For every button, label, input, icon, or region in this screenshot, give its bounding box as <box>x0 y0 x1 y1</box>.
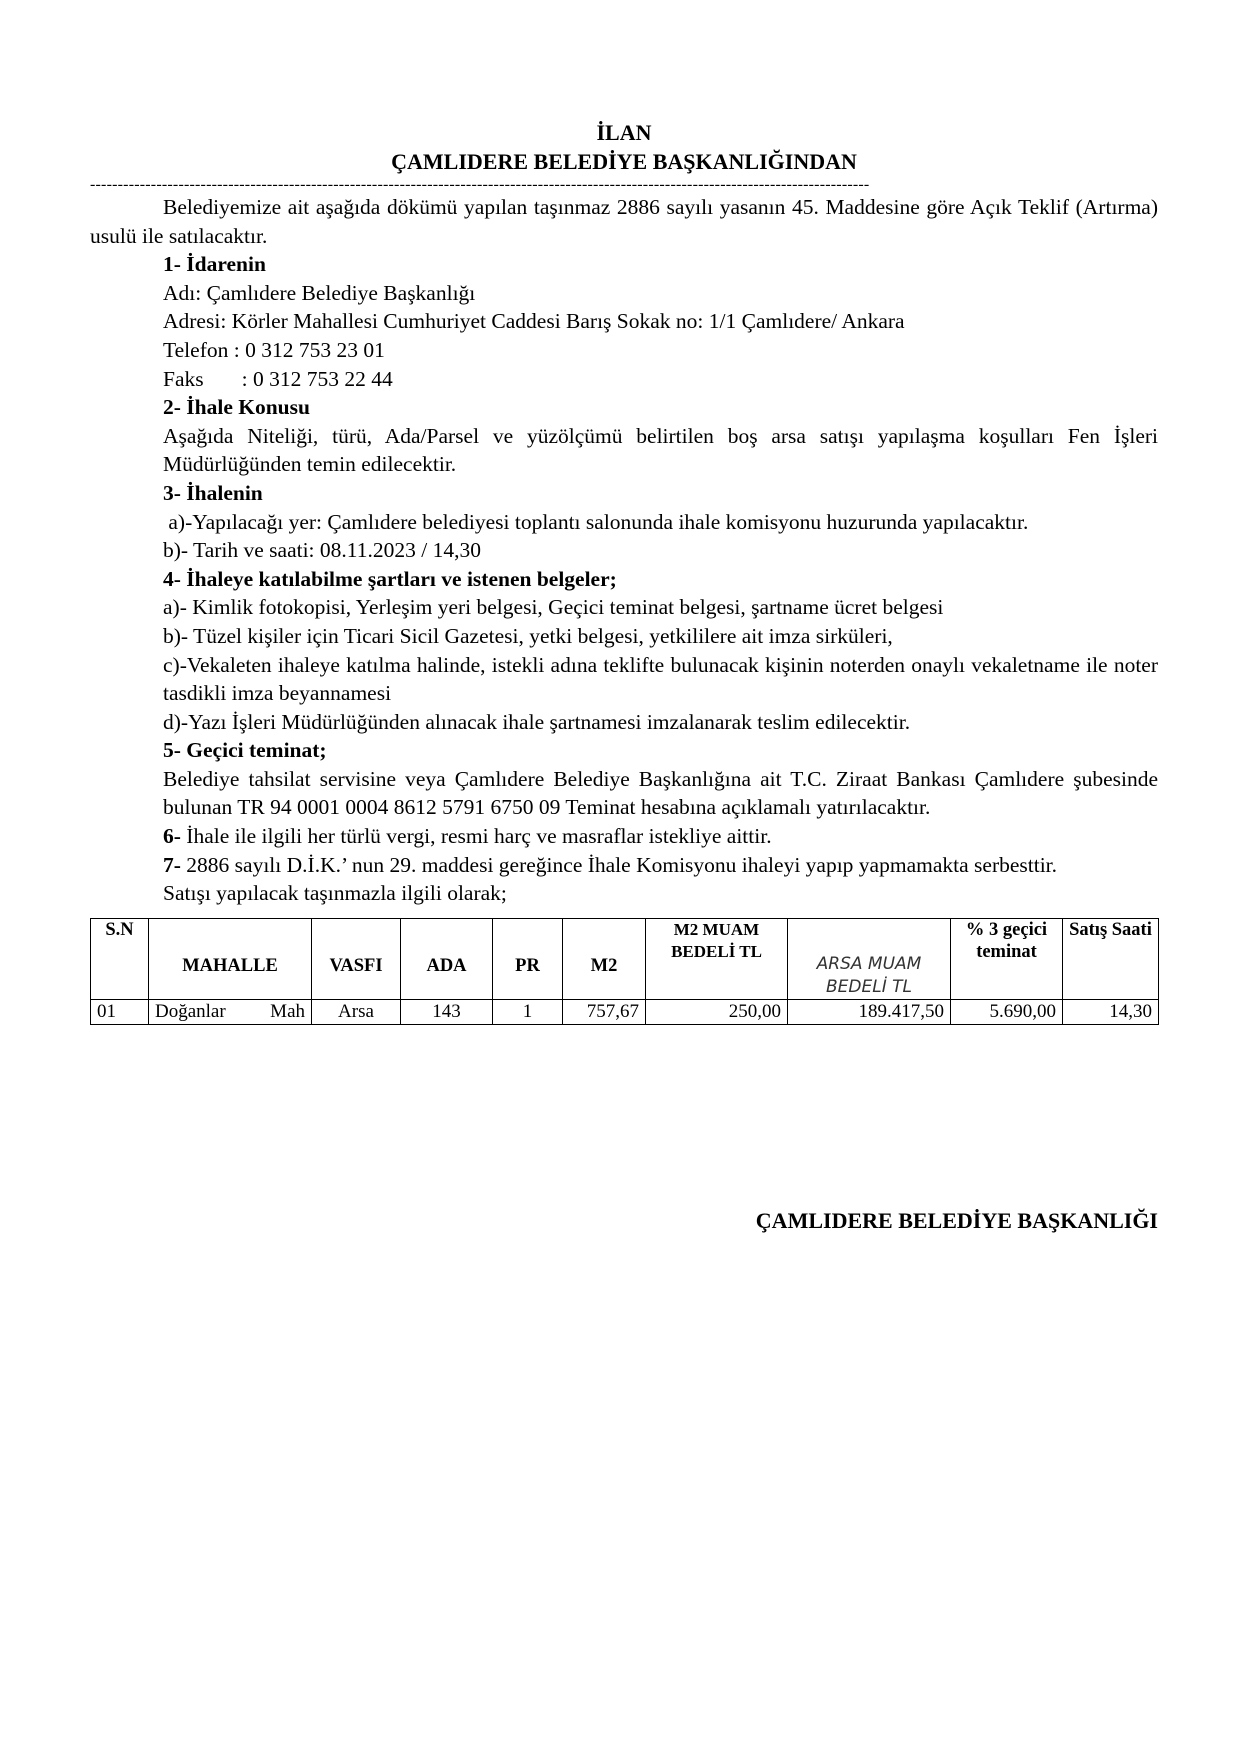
cell-m2-muam: 250,00 <box>646 999 788 1024</box>
closing-line: Satışı yapılacak taşınmazla ilgili olarak; <box>163 881 507 906</box>
section-4-c: c)-Vekaleten ihaleye katılma halinde, istekli adına teklifte bulunacak kişinin noterden onaylı vekaletname ile noter tasdikli imza beyannamesi <box>163 652 1158 706</box>
header-m2-muam: M2 MUAM BEDELİ TL <box>646 918 788 999</box>
section-7-text: 2886 sayılı D.İ.K.’ nun 29. maddesi gereğince İhale Komisyonu ihaleyi yapıp yapmamakta serbesttir. <box>180 852 1058 877</box>
cell-vasfi: Arsa <box>312 999 401 1024</box>
section-4-b: b)- Tüzel kişiler için Ticari Sicil Gazetesi, yetki belgesi, yetkililere ait imza sirküleri, <box>163 623 893 648</box>
cell-ada: 143 <box>401 999 493 1024</box>
section-4-d: d)-Yazı İşleri Müdürlüğünden alınacak ihale şartnamesi imzalanarak teslim edilecektir. <box>163 709 911 734</box>
header-teminat: % 3 geçici teminat <box>951 918 1063 999</box>
section-4-a: a)- Kimlik fotokopisi, Yerleşim yeri belgesi, Geçici teminat belgesi, şartname ücret belgesi <box>163 595 944 620</box>
fax-label: Faks <box>163 366 204 391</box>
section-3-b: b)- Tarih ve saati: 08.11.2023 / 14,30 <box>163 538 481 563</box>
section-1-title: 1- İdarenin <box>163 252 266 277</box>
property-table <box>90 918 1159 1025</box>
header-satis-saati: Satış Saati <box>1063 918 1159 999</box>
header-ada: ADA <box>401 918 493 999</box>
admin-address: Adresi: Körler Mahallesi Cumhuriyet Caddesi Barış Sokak no: 1/1 Çamlıdere/ Ankara <box>163 309 905 334</box>
section-7 <box>90 851 1158 880</box>
section-6-number: 6- <box>163 824 181 849</box>
signature-block: ÇAMLIDERE BELEDİYE BAŞKANLIĞI <box>755 1208 1158 1233</box>
document-page <box>90 118 1158 1025</box>
section-5-text: Belediye tahsilat servisine veya Çamlıdere Belediye Başkanlığına ait T.C. Ziraat Bankası Çamlıdere şubesinde bulunan TR 94 0001 0004 8612 5791 6750 09 Teminat hesabına açıklamalı yatırılacaktır. <box>163 766 1158 820</box>
admin-phone: Telefon : 0 312 753 23 01 <box>163 337 385 362</box>
header-sn: S.N <box>91 918 149 999</box>
document-subtitle: ÇAMLIDERE BELEDİYE BAŞKANLIĞINDAN <box>391 149 857 174</box>
section-2-text: Aşağıda Niteliği, türü, Ada/Parsel ve yüzölçümü belirtilen boş arsa satışı yapılaşma koşulları Fen İşleri Müdürlüğünden temin edilecektir. <box>163 423 1158 477</box>
cell-satis-saati: 14,30 <box>1063 999 1159 1024</box>
table-row <box>91 999 1159 1024</box>
section-6 <box>90 822 1158 851</box>
cell-mahalle <box>149 999 312 1024</box>
section-4-title: 4- İhaleye katılabilme şartları ve istenen belgeler; <box>163 566 617 591</box>
cell-mahalle-name: Doğanlar <box>155 1000 226 1022</box>
admin-fax <box>90 365 1158 394</box>
header-pr: PR <box>493 918 563 999</box>
intro-paragraph: Belediyemize ait aşağıda dökümü yapılan taşınmaz 2886 sayılı yasanın 45. Maddesine göre Açık Teklif (Artırma) usulü ile satılacaktır. <box>90 195 1158 248</box>
section-6-text: İhale ile ilgili her türlü vergi, resmi harç ve masraflar istekliye aittir. <box>180 824 772 849</box>
section-5-title: 5- Geçici teminat; <box>163 738 327 763</box>
fax-value: : 0 312 753 22 44 <box>241 366 393 391</box>
header-vasfi: VASFI <box>312 918 401 999</box>
cell-arsa-muam: 189.417,50 <box>788 999 951 1024</box>
cell-pr: 1 <box>493 999 563 1024</box>
section-7-number: 7- <box>163 852 181 877</box>
section-3-title: 3- İhalenin <box>163 480 263 505</box>
cell-teminat: 5.690,00 <box>951 999 1063 1024</box>
header-mahalle: MAHALLE <box>149 918 312 999</box>
admin-name: Adı: Çamlıdere Belediye Başkanlığı <box>163 280 476 305</box>
header-m2: M2 <box>563 918 646 999</box>
cell-m2: 757,67 <box>563 999 646 1024</box>
cell-mahalle-suffix: Mah <box>270 1000 305 1022</box>
header-arsa-muam: ARSA MUAM BEDELİ TL <box>788 918 951 999</box>
section-2-title: 2- İhale Konusu <box>163 395 310 420</box>
document-title: İLAN <box>596 120 652 145</box>
separator-line: --------------------------------------------------------------------------------------------------------------------------------------------- <box>90 176 870 193</box>
cell-sn: 01 <box>91 999 149 1024</box>
section-3-a: a)-Yapılacağı yer: Çamlıdere belediyesi toplantı salonunda ihale komisyonu huzurunda yapılacaktır. <box>163 509 1029 534</box>
table-header-row <box>91 918 1159 999</box>
